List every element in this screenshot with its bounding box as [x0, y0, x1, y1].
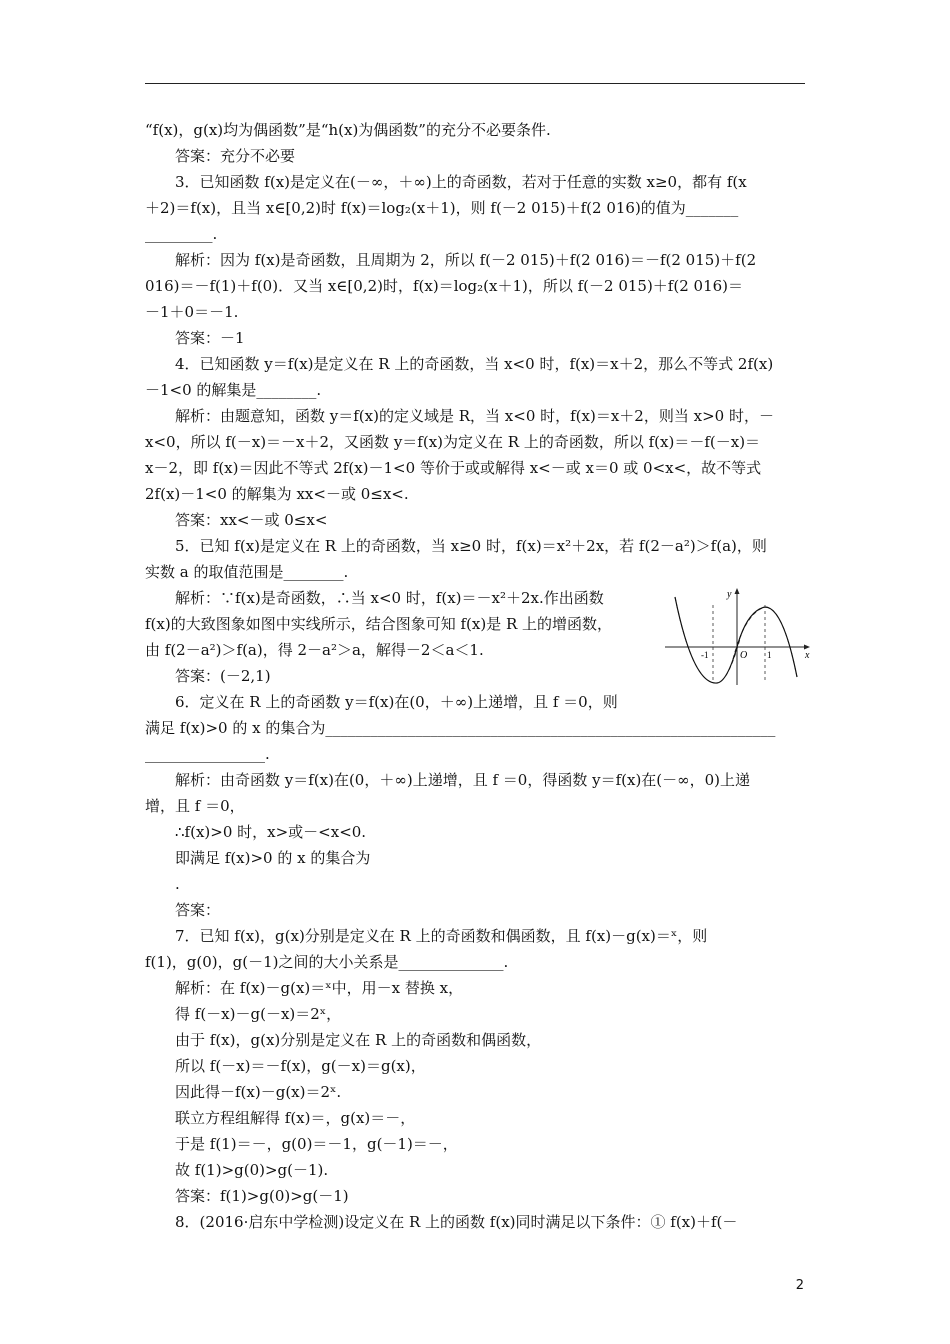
text-line: 故 f(1)>g(0)>g(－1). [175, 1161, 329, 1179]
text-line: x<0，所以 f(－x)＝－x＋2，又函数 y＝f(x)为定义在 R 上的奇函数，所以 f(x)＝－f(－x)＝ [145, 433, 761, 451]
text-line: 于是 f(1)＝－，g(0)＝－1，g(－1)＝－， [175, 1135, 458, 1153]
text-line: 8．(2016·启东中学检测)设定义在 R 上的函数 f(x)同时满足以下条件：① f(x)＋f(－ [175, 1213, 738, 1231]
solid-curve-right [737, 607, 797, 677]
text-line: 答案：充分不必要 [175, 147, 296, 165]
text-line: 3．已知函数 f(x)是定义在(－∞，＋∞)上的奇函数，若对于任意的实数 x≥0，都有 f(x [175, 173, 747, 191]
text-line: 解析：由题意知，函数 y＝f(x)的定义域是 R，当 x<0 时，f(x)＝x＋2，则当 x>0 时，－ [175, 407, 774, 425]
header-rule [145, 83, 805, 84]
text-line: 即满足 f(x)>0 的 x 的集合为 [175, 849, 371, 867]
neg-one-label: -1 [701, 650, 709, 660]
text-line: x－2，即 f(x)＝因此不等式 2f(x)－1<0 等价于或或解得 x<－或 x＝0 或 0<x<，故不等式 [145, 459, 762, 477]
text-line: 2f(x)－1<0 的解集为 xx<－或 0≤x<. [145, 485, 409, 503]
one-label: 1 [767, 650, 772, 660]
y-axis-label: y [727, 589, 732, 600]
x-axis-label: x [805, 650, 810, 661]
text-line: 4．已知函数 y＝f(x)是定义在 R 上的奇函数，当 x<0 时，f(x)＝x＋2，那么不等式 2f(x) [175, 355, 774, 373]
text-line: ∴f(x)>0 时，x>或－<x<0. [175, 823, 367, 841]
text-line: 解析：由奇函数 y＝f(x)在(0，＋∞)上递增，且 f ＝0，得函数 y＝f(x)在(－∞，0)上递 [175, 771, 751, 789]
text-line: ________________. [145, 745, 270, 763]
text-line: ＋2)＝f(x)，且当 x∈[0,2)时 f(x)＝log₂(x＋1)，则 f(－2 015)＋f(2 016)的值为_______ [145, 199, 739, 217]
text-line: 满足 f(x)>0 的 x 的集合为____________________________________________________________ [145, 719, 776, 737]
text-line: 由于 f(x)，g(x)分别是定义在 R 上的奇函数和偶函数， [175, 1031, 542, 1049]
text-line: 增，且 f ＝0， [145, 797, 245, 815]
dashed-parabola-left [675, 597, 741, 683]
text-line: 答案：xx<－或 0≤x< [175, 511, 328, 529]
function-graph-figure [665, 585, 815, 685]
text-line: 5．已知 f(x)是定义在 R 上的奇函数，当 x≥0 时，f(x)＝x²＋2x，若 f(2－a²)＞f(a)，则 [175, 537, 767, 555]
page-number: 2 [795, 1278, 804, 1293]
text-line: 由 f(2－a²)＞f(a)，得 2－a²＞a，解得－2＜a＜1. [145, 641, 484, 659]
text-line: －1＋0＝－1. [145, 303, 239, 321]
text-line: “f(x)，g(x)均为偶函数”是“h(x)为偶函数”的充分不必要条件. [145, 121, 551, 139]
y-axis-arrow [735, 588, 740, 594]
text-line: 得 f(－x)－g(－x)＝2ˣ， [175, 1005, 342, 1023]
x-axis-arrow [804, 645, 810, 650]
text-line: －1<0 的解集是________. [145, 381, 322, 399]
text-line: 解析：因为 f(x)是奇函数，且周期为 2，所以 f(－2 015)＋f(2 016)＝－f(2 015)＋f(2 [175, 251, 757, 269]
text-line: 联立方程组解得 f(x)＝，g(x)＝－， [175, 1109, 416, 1127]
origin-label: O [740, 650, 748, 661]
text-line: f(1)，g(0)，g(－1)之间的大小关系是______________. [145, 953, 509, 971]
text-line: 答案：f(1)>g(0)>g(－1) [175, 1187, 349, 1205]
solid-curve-left [675, 597, 737, 683]
text-line: 解析：∵f(x)是奇函数，∴当 x<0 时，f(x)＝－x²＋2x.作出函数 [175, 589, 604, 607]
text-line: 实数 a 的取值范围是________. [145, 563, 349, 581]
text-line: 016)＝－f(1)＋f(0)．又当 x∈[0,2)时，f(x)＝log₂(x＋1)，所以 f(－2 015)＋f(2 016)＝ [145, 277, 744, 295]
text-line: 所以 f(－x)＝－f(x)，g(－x)＝g(x)， [175, 1057, 426, 1075]
text-line: 因此得－f(x)－g(x)＝2ˣ. [175, 1083, 342, 1101]
text-line: _________. [145, 225, 218, 243]
text-line: 解析：在 f(x)－g(x)＝ˣ中，用－x 替换 x， [175, 979, 464, 997]
text-line: 答案： [175, 901, 221, 919]
text-line: 7．已知 f(x)，g(x)分别是定义在 R 上的奇函数和偶函数，且 f(x)－g(x)＝ˣ，则 [175, 927, 708, 945]
text-line: f(x)的大致图象如图中实线所示，结合图象可知 f(x)是 R 上的增函数， [145, 615, 613, 633]
text-line: 答案：(－2,1) [175, 667, 271, 685]
text-line: 答案：－1 [175, 329, 245, 347]
text-line: 6．定义在 R 上的奇函数 y＝f(x)在(0，＋∞)上递增，且 f ＝0，则 [175, 693, 618, 711]
text-line: . [175, 875, 180, 893]
